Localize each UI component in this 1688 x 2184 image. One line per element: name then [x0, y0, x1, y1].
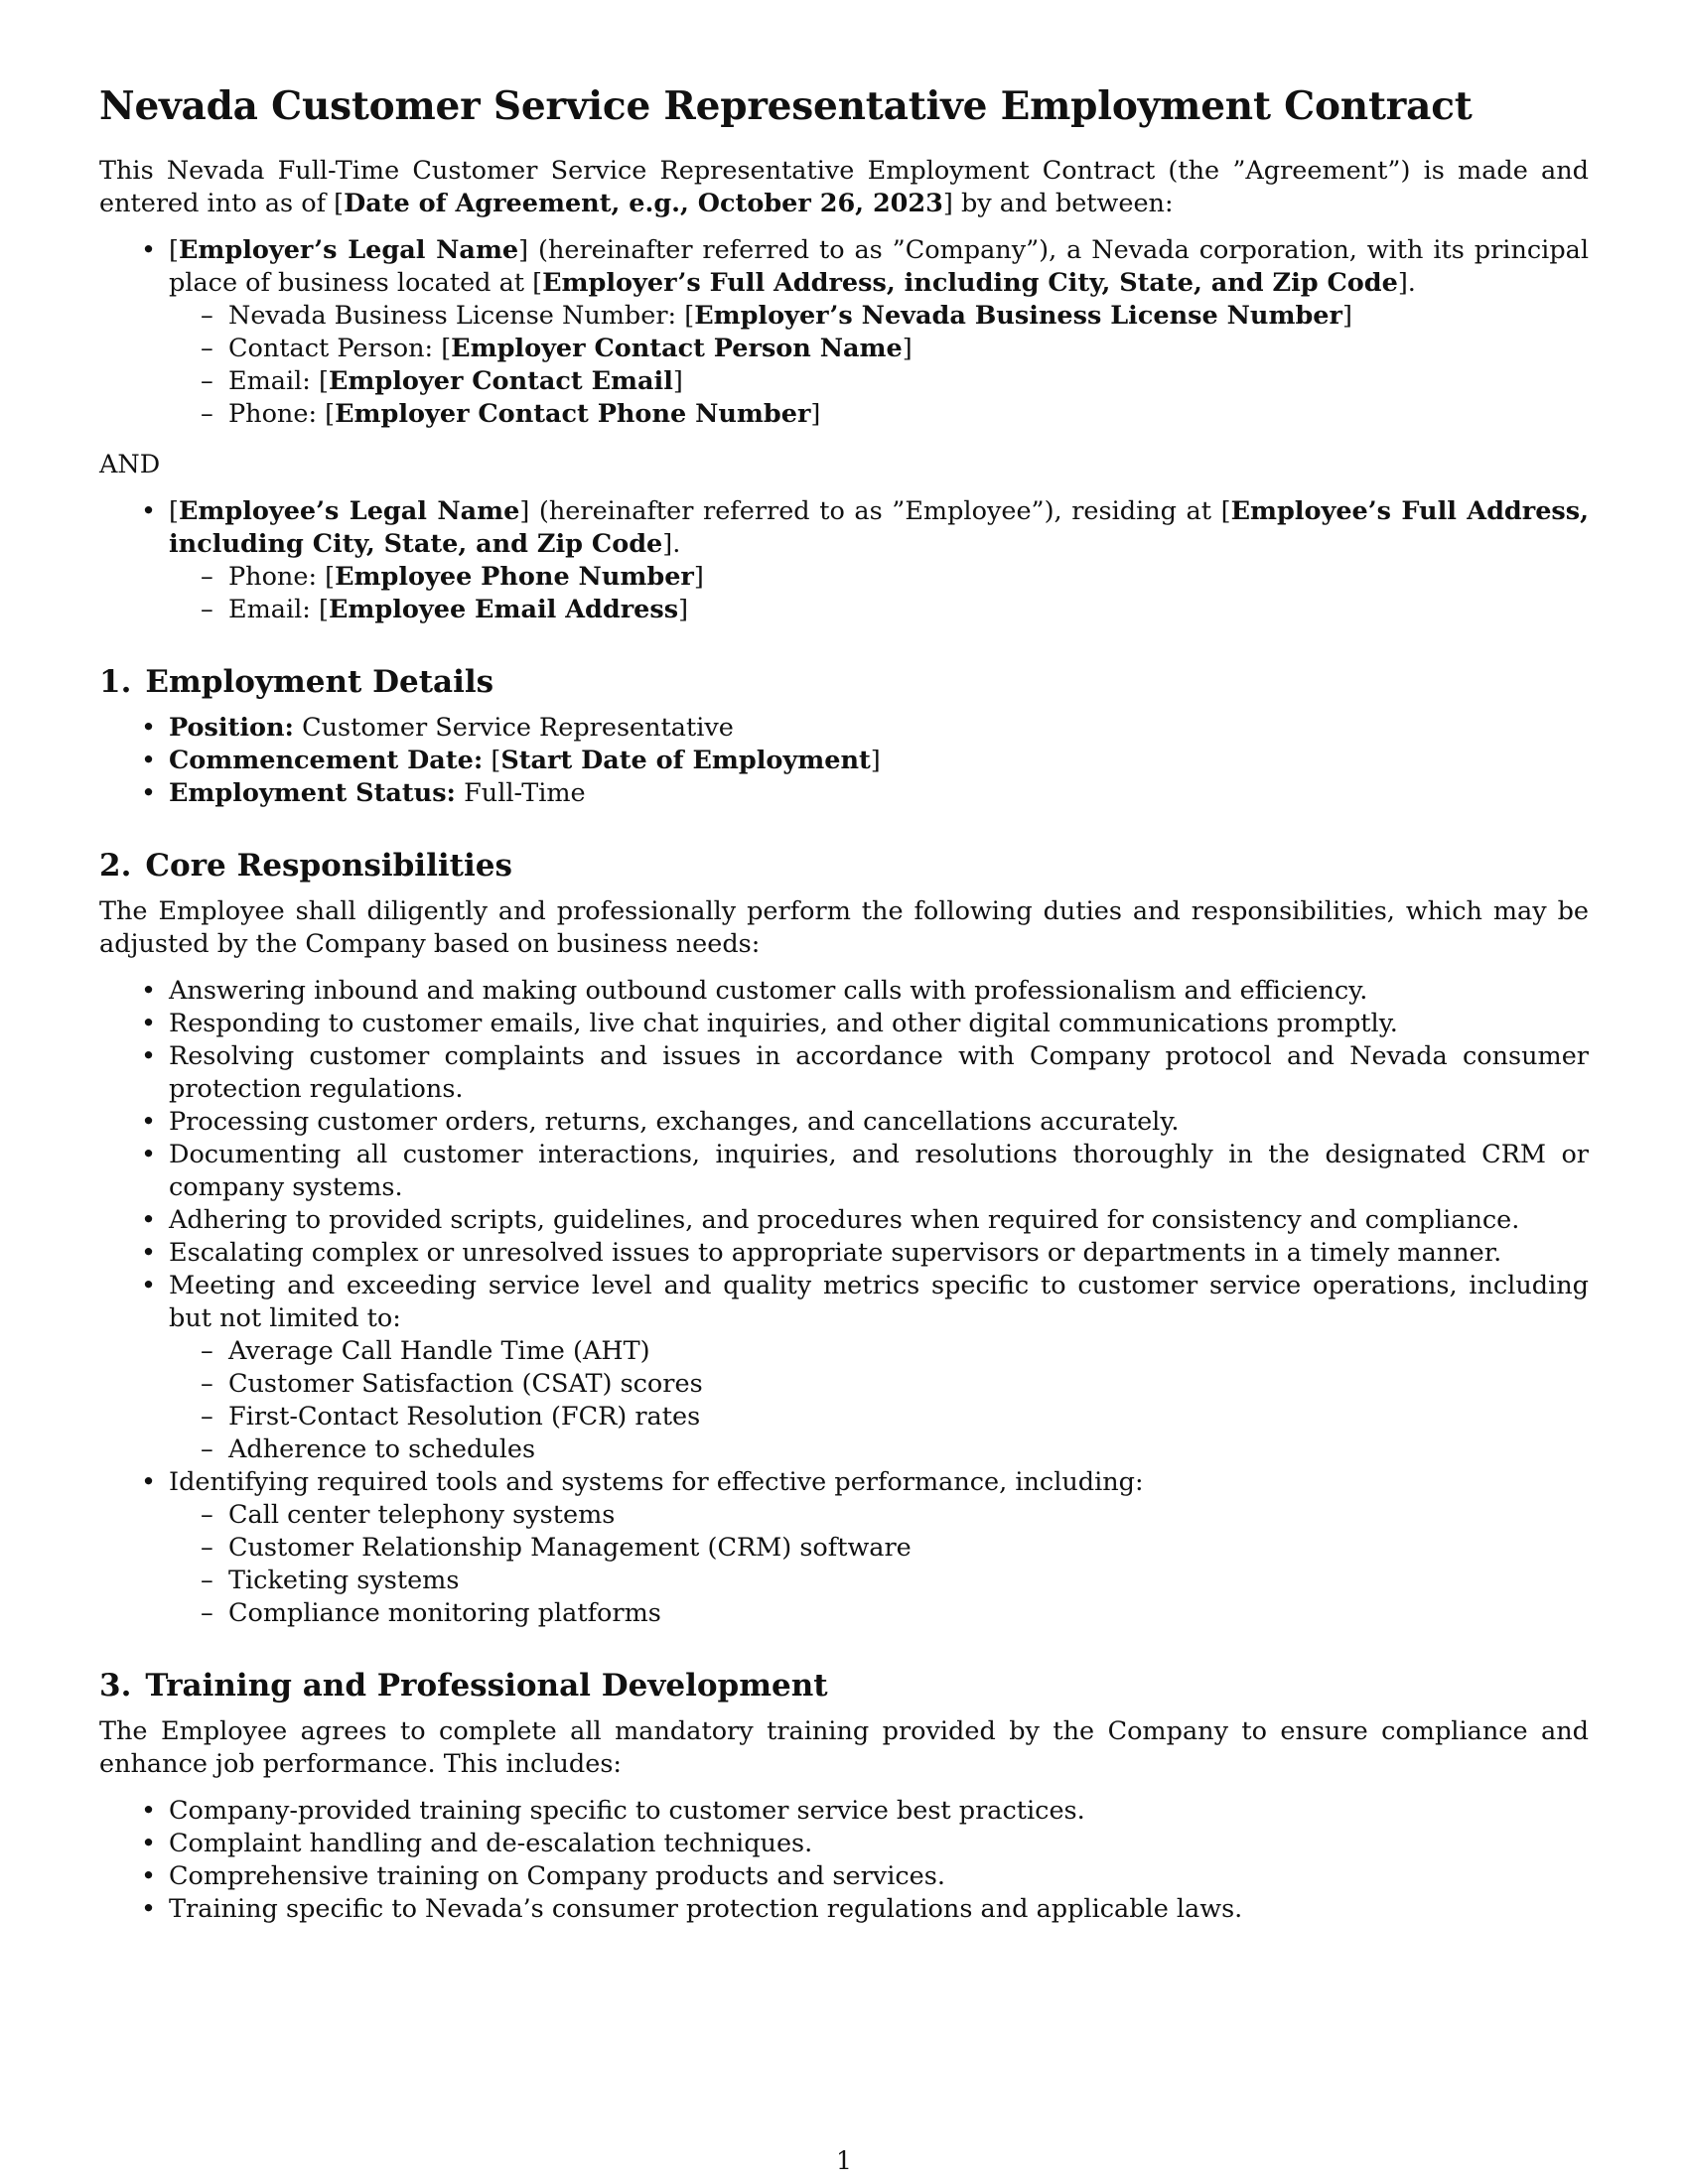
sub-list-item: – Average Call Handle Time (AHT)	[169, 1335, 1589, 1368]
document-page	[99, 81, 1589, 1926]
list-item: • Training specific to Nevada’s consumer protection regulations and applicable laws.	[99, 1893, 1589, 1926]
agreement-date-placeholder: Date of Agreement, e.g., October 26, 2023	[344, 189, 943, 218]
list-item: • Identifying required tools and systems for effective performance, including: – Call center telephony systems – Customer Relationship Management (CRM) software – Ticketing systems – Compliance monitoring platforms	[99, 1466, 1589, 1630]
section-heading-employment-details: 1. Employment Details	[99, 664, 494, 700]
employer-address-placeholder: Employer’s Full Address, including City, State, and Zip Code	[542, 268, 1398, 298]
list-item: • Adhering to provided scripts, guidelines, and procedures when required for consistency and compliance.	[99, 1204, 1589, 1237]
list-item: • Processing customer orders, returns, exchanges, and cancellations accurately.	[99, 1106, 1589, 1139]
sub-list-item: – Call center telephony systems	[169, 1499, 1589, 1532]
employee-detail-item: – Phone: [Employee Phone Number]	[169, 561, 1589, 594]
and-separator: AND	[99, 450, 161, 479]
list-item: • Complaint handling and de-escalation techniques.	[99, 1828, 1589, 1860]
sub-list-item: – First-Contact Resolution (FCR) rates	[169, 1401, 1589, 1433]
employer-name-placeholder: Employer’s Legal Name	[178, 235, 519, 265]
section-intro: The Employee shall diligently and professionally perform the following duties and responsibilities, which may be adjusted by the Company based on business needs:	[99, 896, 1589, 959]
list-item: • Employment Status: Full-Time	[99, 777, 1589, 810]
section-heading-training: 3. Training and Professional Development	[99, 1668, 828, 1704]
employee-list	[99, 495, 1589, 626]
section-intro: The Employee agrees to complete all mandatory training provided by the Company to ensure compliance and enhance job performance. This includes:	[99, 1716, 1589, 1779]
list-item: • Resolving customer complaints and issues in accordance with Company protocol and Nevada consumer protection regulations.	[99, 1040, 1589, 1106]
responsibilities-list	[99, 975, 1589, 1630]
list-item: • Escalating complex or unresolved issues to appropriate supervisors or departments in a timely manner.	[99, 1237, 1589, 1270]
list-item: • Position: Customer Service Representative	[99, 712, 1589, 745]
document-title: Nevada Customer Service Representative Employment Contract	[99, 83, 1473, 129]
list-item: • Answering inbound and making outbound customer calls with professionalism and efficiency.	[99, 975, 1589, 1008]
employee-detail-item: – Email: [Employee Email Address]	[169, 594, 1589, 626]
employer-detail-item: – Nevada Business License Number: [Employer’s Nevada Business License Number]	[169, 300, 1589, 333]
sub-list-item: – Compliance monitoring platforms	[169, 1597, 1589, 1630]
employer-list	[99, 234, 1589, 431]
employee-address-placeholder: Employee’s Full Address, including City, State, and Zip Code	[169, 496, 1590, 559]
employer-detail-item: – Phone: [Employer Contact Phone Number]	[169, 398, 1589, 431]
employee-name-placeholder: Employee’s Legal Name	[178, 496, 520, 526]
list-item: • Responding to customer emails, live chat inquiries, and other digital communications promptly.	[99, 1008, 1589, 1040]
list-item: • Comprehensive training on Company products and services.	[99, 1860, 1589, 1893]
employer-detail-item: – Contact Person: [Employer Contact Person Name]	[169, 333, 1589, 365]
training-list	[99, 1795, 1589, 1926]
section-heading-core-responsibilities: 2. Core Responsibilities	[99, 848, 512, 884]
employer-detail-item: – Email: [Employer Contact Email]	[169, 365, 1589, 398]
sub-list-item: – Customer Satisfaction (CSAT) scores	[169, 1368, 1589, 1401]
employer-details	[169, 300, 1589, 431]
employee-item: • [Employee’s Legal Name] (hereinafter referred to as ”Employee”), residing at [Employee’s Full Address, including City, State, and Zip Code]. – Phone: [Employee Phone Number] – Email: [Employee Email Address]	[99, 495, 1589, 626]
metrics-sublist	[169, 1335, 1589, 1466]
employee-details	[169, 561, 1589, 626]
list-item: • Company-provided training specific to customer service best practices.	[99, 1795, 1589, 1828]
intro-paragraph: This Nevada Full-Time Customer Service Representative Employment Contract (the ”Agreement”) is made and entered into as of [Date of Agreement, e.g., October 26, 2023] by and between:	[99, 156, 1589, 218]
employment-details-list	[99, 712, 1589, 810]
page-number: 1	[836, 2146, 852, 2175]
tools-sublist	[169, 1499, 1589, 1630]
sub-list-item: – Ticketing systems	[169, 1565, 1589, 1597]
employer-item: • [Employer’s Legal Name] (hereinafter referred to as ”Company”), a Nevada corporation, with its principal place of business located at [Employer’s Full Address, including City, State, and Zip Code]. – Nevada Business License Number: [Employer’s Nevada Business License Number] – Contact Person: [Employer Contact Person Name] – Email: [Employer Contact Email] – Phone: [Employer Contact Phone Number]	[99, 234, 1589, 431]
list-item: • Documenting all customer interactions, inquiries, and resolutions thoroughly in the designated CRM or company systems.	[99, 1139, 1589, 1204]
list-item: • Commencement Date: [Start Date of Employment]	[99, 745, 1589, 777]
sub-list-item: – Customer Relationship Management (CRM) software	[169, 1532, 1589, 1565]
sub-list-item: – Adherence to schedules	[169, 1433, 1589, 1466]
list-item: • Meeting and exceeding service level and quality metrics specific to customer service operations, including but not limited to: – Average Call Handle Time (AHT) – Customer Satisfaction (CSAT) scores – First-Contact Resolution (FCR) rates – Adherence to schedules	[99, 1270, 1589, 1466]
